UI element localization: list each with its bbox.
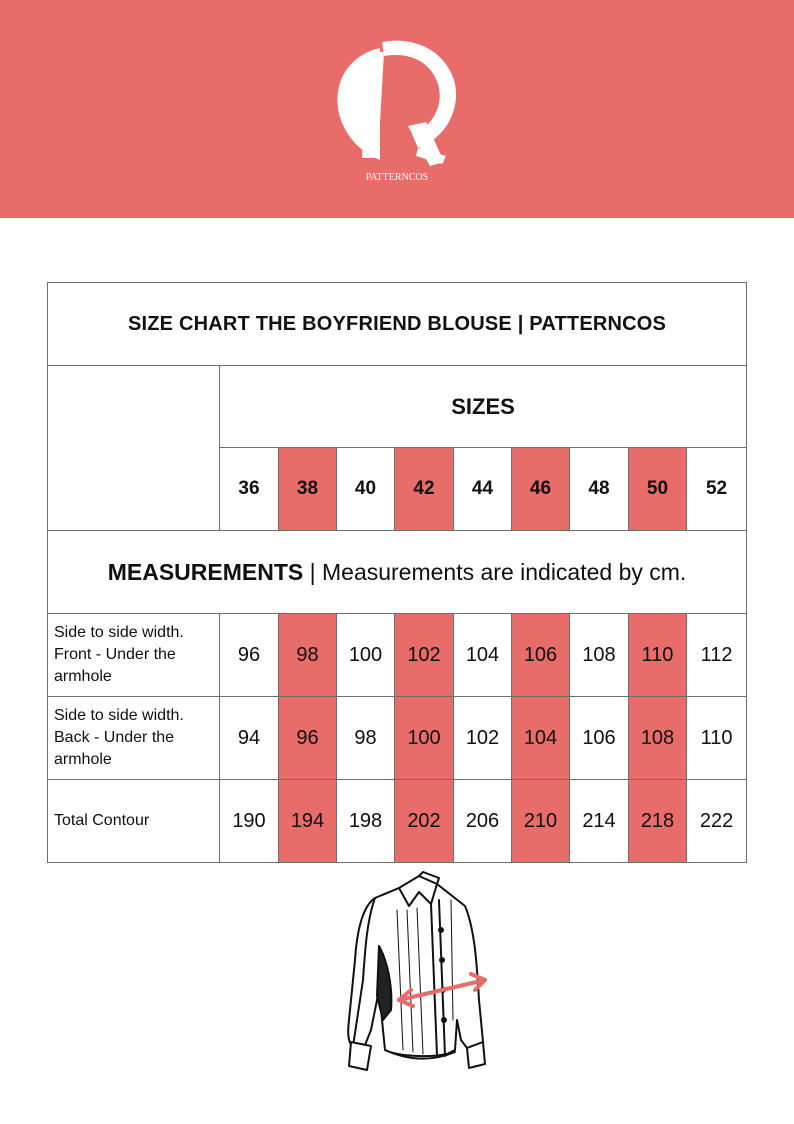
row-label-back-width: Side to side width. Back - Under the armhole — [48, 697, 220, 780]
brand-logo — [322, 30, 472, 200]
value-cell: 194 — [279, 780, 337, 863]
size-cell: 42 — [395, 448, 454, 531]
sizes-header: SIZES — [220, 366, 747, 448]
measurements-header — [48, 531, 747, 614]
logo-mark-icon — [322, 30, 472, 180]
value-cell: 98 — [279, 614, 337, 697]
brand-wordmark: PATTERNCOS — [365, 172, 429, 183]
value-cell: 98 — [337, 697, 395, 780]
size-cell: 44 — [454, 448, 512, 531]
value-cell: 210 — [512, 780, 570, 863]
row-label-total-contour: Total Contour — [48, 780, 220, 863]
value-cell: 102 — [395, 614, 454, 697]
size-cell: 40 — [337, 448, 395, 531]
size-cell: 50 — [629, 448, 687, 531]
value-cell: 94 — [220, 697, 279, 780]
value-cell: 110 — [687, 697, 747, 780]
value-cell: 218 — [629, 780, 687, 863]
value-cell: 112 — [687, 614, 747, 697]
size-cell: 36 — [220, 448, 279, 531]
value-cell: 104 — [512, 697, 570, 780]
measurements-header-note: | Measurements are indicated by cm. — [303, 558, 687, 585]
value-cell: 96 — [220, 614, 279, 697]
header-banner — [0, 0, 794, 218]
value-cell: 108 — [629, 697, 687, 780]
chart-title: SIZE CHART THE BOYFRIEND BLOUSE | PATTERNCOS — [48, 283, 747, 366]
corner-cell — [48, 366, 220, 531]
value-cell: 214 — [570, 780, 629, 863]
table-row — [48, 614, 747, 697]
value-cell: 102 — [454, 697, 512, 780]
value-cell: 206 — [454, 780, 512, 863]
value-cell: 108 — [570, 614, 629, 697]
value-cell: 106 — [512, 614, 570, 697]
row-label-front-width: Side to side width. Front - Under the armhole — [48, 614, 220, 697]
value-cell: 110 — [629, 614, 687, 697]
value-cell: 222 — [687, 780, 747, 863]
table-row — [48, 780, 747, 863]
value-cell: 96 — [279, 697, 337, 780]
size-cell: 48 — [570, 448, 629, 531]
value-cell: 190 — [220, 780, 279, 863]
value-cell: 106 — [570, 697, 629, 780]
size-cell: 46 — [512, 448, 570, 531]
blouse-illustration — [327, 870, 499, 1082]
value-cell: 198 — [337, 780, 395, 863]
value-cell: 100 — [337, 614, 395, 697]
size-cell: 52 — [687, 448, 747, 531]
value-cell: 100 — [395, 697, 454, 780]
table-row — [48, 697, 747, 780]
size-chart-table — [47, 282, 747, 863]
size-cell: 38 — [279, 448, 337, 531]
blouse-measurement-icon — [327, 870, 499, 1082]
value-cell: 104 — [454, 614, 512, 697]
value-cell: 202 — [395, 780, 454, 863]
measurements-header-bold: MEASUREMENTS — [107, 558, 304, 585]
